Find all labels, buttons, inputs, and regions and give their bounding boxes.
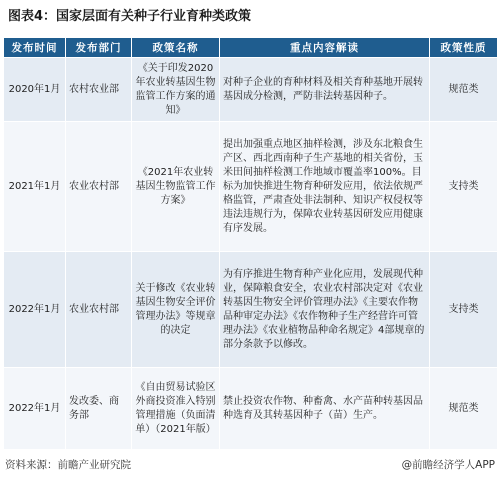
row-policy-name: 《2021年农业转基因生物监管工作方案》: [132, 122, 220, 252]
row-policy-name: 关于修改《农业转基因生物安全评价管理办法》等规章的决定: [132, 252, 220, 368]
row-nature: 规范类: [430, 368, 498, 450]
row-content: 为有序推进生物育种产业化应用，发展现代种业，保障粮食安全，农业农村部决定对《农业转基因生物安全评价管理办法》《主要农作物品种审定办法》《农作物种子生产经营许可管理办法》《农业植物品种命名规定》4部规章的部分条款予以修改。: [220, 252, 430, 368]
row-content: 对种子企业的育种材料及相关育种基地开展转基因成分检测，严防非法转基因种子。: [220, 58, 430, 122]
table-row: [4, 368, 498, 450]
policy-table: [3, 37, 498, 450]
row-dept: 农业农村部: [66, 122, 132, 252]
row-date: 2022年1月: [4, 252, 66, 368]
source-note: 资料来源：前瞻产业研究院: [5, 459, 131, 471]
row-nature: 规范类: [430, 58, 498, 122]
table-row: [4, 122, 498, 252]
row-content: 提出加强重点地区抽样检测，涉及东北粮食生产区、西北西南种子生产基地的相关省份，玉米田间抽样检测工作地域市覆盖率100%。目标为加快推进生物育种研发应用，依法依规严格监管，严肃查处非法制种、知识产权侵权等违法违规行为，保障农业转基因研发应用健康有序发展。: [220, 122, 430, 252]
table-row: [4, 58, 498, 122]
table-row: [4, 252, 498, 368]
header-date: 发布时间: [4, 38, 66, 58]
header-name: 政策名称: [132, 38, 220, 58]
row-dept: 发改委、商务部: [66, 368, 132, 450]
row-policy-name: 《关于印发2020年农业转基因生物监管工作方案的通知》: [132, 58, 220, 122]
table-header-row: [4, 38, 498, 58]
row-date: 2022年1月: [4, 368, 66, 450]
brand-credit: @前瞻经济学人APP: [401, 459, 495, 471]
row-policy-name: 《自由贸易试验区外商投资准入特别管理措施（负面清单）（2021年版）: [132, 368, 220, 450]
row-content: 禁止投资农作物、种畜禽、水产苗种转基因品种选育及其转基因种子（苗）生产。: [220, 368, 430, 450]
figure-footer: [3, 455, 497, 475]
row-nature: 支持类: [430, 252, 498, 368]
header-content: 重点内容解读: [220, 38, 430, 58]
figure-title: 图表4：国家层面有关种子行业育种类政策: [8, 9, 252, 24]
row-date: 2020年1月: [4, 58, 66, 122]
header-nature: 政策性质: [430, 38, 498, 58]
row-dept: 农村农业部: [66, 58, 132, 122]
header-dept: 发布部门: [66, 38, 132, 58]
row-date: 2021年1月: [4, 122, 66, 252]
row-nature: 支持类: [430, 122, 498, 252]
row-dept: 农业农村部: [66, 252, 132, 368]
